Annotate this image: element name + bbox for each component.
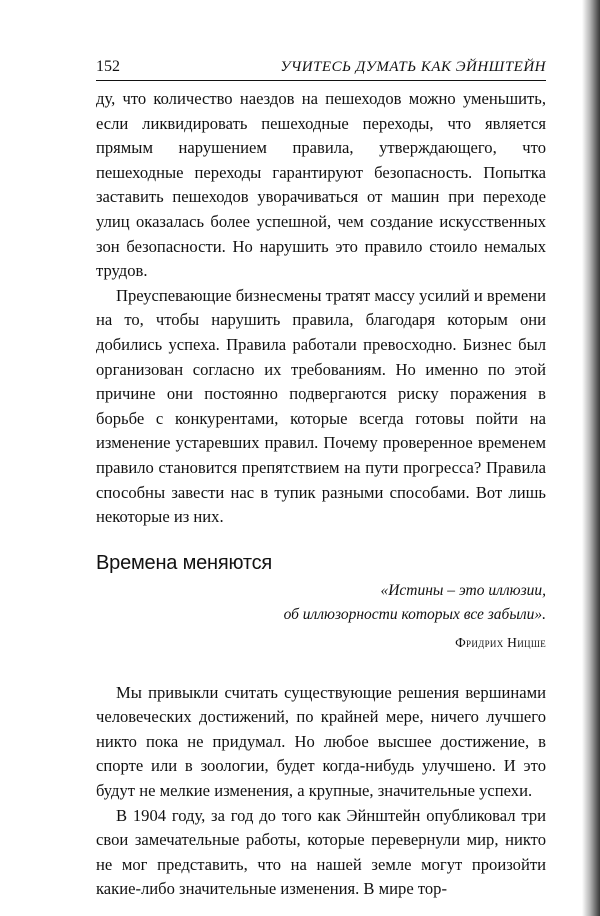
epigraph-line-1: «Истины – это иллюзии, [380, 581, 546, 599]
epigraph-author: Фридрих Ницше [455, 634, 546, 650]
book-page [96, 58, 546, 902]
paragraph-continued: ду, что количество наездов на пешеходов можно уменьшить, если ликвидировать пешеходные переходы, что является прямым нарушением правила, утверждающего, что пешеходные переходы гарантируют безопасность. Попытка заставить пешеходов уворачиваться от машин при переходе улиц оказалась более успешной, чем создание искусственных зон безопасности. Но нарушить это правило стоило немалых трудов. [96, 89, 546, 281]
running-title: УЧИТЕСЬ ДУМАТЬ КАК ЭЙНШТЕЙН [280, 59, 546, 75]
section-heading: Времена меняются [96, 551, 273, 574]
epigraph-line-2: об иллюзорности которых все забыли». [283, 605, 546, 623]
body-text-section [96, 681, 546, 902]
paragraph-1904: В 1904 году, за год до того как Эйнштейн опубликовал три свои замечательные работы, которые перевернули мир, никто не мог представить, что на нашей земле могут произойти какие-либо значительные изменения. В мире тор- [96, 805, 546, 899]
running-header [96, 58, 546, 81]
paragraph-businessmen: Преуспевающие бизнесмены тратят массу усилий и времени на то, чтобы нарушить правила, благодаря которым они добились успеха. Правила работали превосходно. Бизнес был организован согласно их требованиям. Но именно по этой причине они постоянно подвергаются риску поражения в борьбе с конкурентами, которые всегда готовы пойти на изменение устаревших правил. Почему проверенное временем правило становится препятствием на пути прогресса? Правила способны завести нас в тупик разными способами. Вот лишь некоторые из них. [96, 285, 546, 527]
epigraph [96, 579, 546, 627]
body-text-top [96, 87, 546, 530]
paragraph-achievements: Мы привыкли считать существующие решения вершинами человеческих достижений, по крайней мере, ничего лучшего никто пока не придумал. Но любое высшее достижение, в спорте или в зоологии, будет когда-нибудь улучшено. И это будут не мелкие изменения, а крупные, значительные успехи. [96, 682, 546, 801]
scan-edge-shadow [582, 0, 600, 916]
page-number: 152 [96, 58, 120, 75]
